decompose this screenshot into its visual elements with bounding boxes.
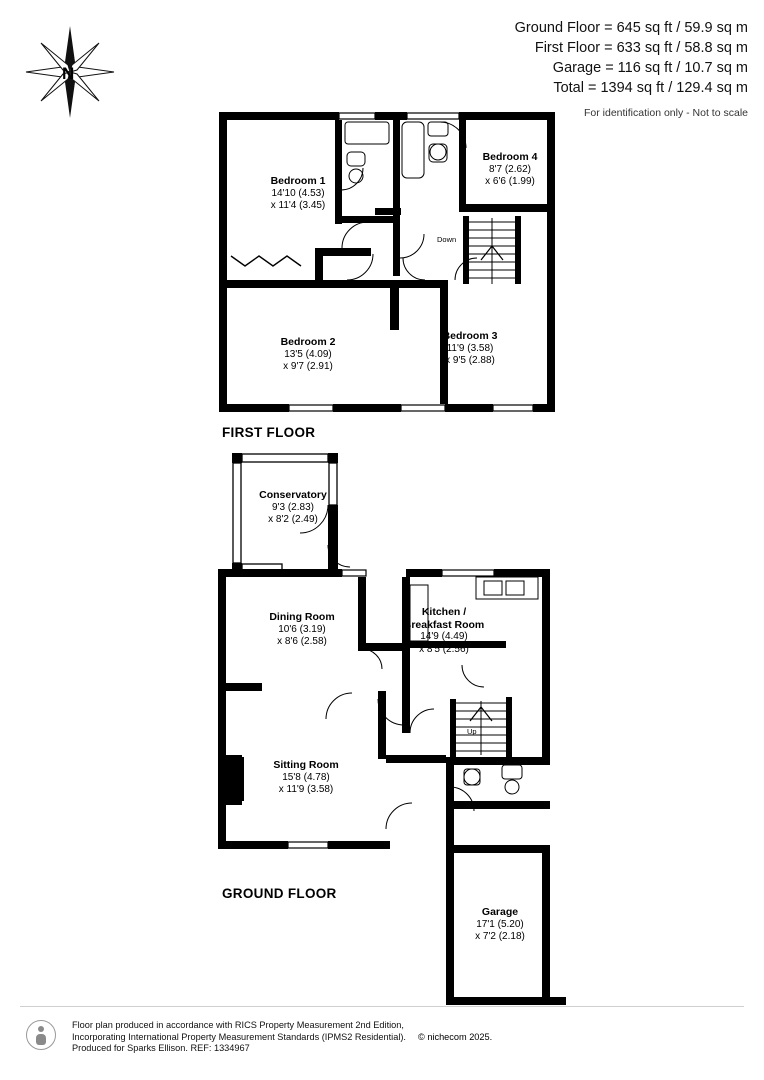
room-label-bedroom-4: Bedroom 4 8'7 (2.62) x 6'6 (1.99) — [482, 151, 538, 187]
room-label-conservatory: Conservatory 9'3 (2.83) x 8'2 (2.49) — [259, 489, 327, 525]
person-icon — [26, 1020, 56, 1050]
room-label-bedroom-2: Bedroom 2 13'5 (4.09) x 9'7 (2.91) — [280, 336, 336, 372]
summary-line-garage: Garage = 116 sq ft / 10.7 sq m — [552, 60, 748, 76]
footer-copyright: © nichecom 2025. — [418, 1031, 493, 1042]
first-floor-title: FIRST FLOOR — [222, 425, 316, 440]
summary-disclaimer: For identification only - Not to scale — [584, 107, 748, 119]
room-label-garage: Garage 17'1 (5.20) x 7'2 (2.18) — [475, 906, 525, 942]
summary-line-ground: Ground Floor = 645 sq ft / 59.9 sq m — [514, 20, 748, 36]
footer-line-2: Incorporating International Property Measurement Standards (IPMS2 Residential). — [72, 1031, 406, 1042]
room-label-dining-room: Dining Room 10'6 (3.19) x 8'6 (2.58) — [269, 611, 335, 647]
summary-line-first: First Floor = 633 sq ft / 58.8 sq m — [534, 40, 748, 56]
compass-rose — [24, 24, 116, 120]
ground-floor-title: GROUND FLOOR — [222, 886, 337, 901]
footer-line-3: Produced for Sparks Ellison. REF: 1334967 — [72, 1043, 250, 1054]
footer-text — [72, 1020, 406, 1055]
footer-divider — [20, 1006, 744, 1007]
room-label-bedroom-3: Bedroom 3 11'9 (3.58) x 9'5 (2.88) — [442, 330, 498, 366]
compass-north-label: N — [62, 64, 75, 83]
room-label-sitting-room: Sitting Room 15'8 (4.78) x 11'9 (3.58) — [273, 759, 339, 795]
ground-floor-drawing — [210, 445, 630, 1015]
stair-label-down: Down — [437, 235, 457, 244]
stair-label-up: Up — [467, 727, 477, 736]
summary-line-total: Total = 1394 sq ft / 129.4 sq m — [553, 80, 748, 96]
room-label-bedroom-1: Bedroom 1 14'10 (4.53) x 11'4 (3.45) — [270, 175, 326, 211]
footer — [20, 1014, 744, 1066]
room-label-kitchen-breakfast-room: Kitchen / Breakfast Room 14'9 (4.49) x 8'5 (2.56) — [403, 606, 485, 655]
footer-line-1: Floor plan produced in accordance with RICS Property Measurement 2nd Edition, — [72, 1020, 404, 1030]
